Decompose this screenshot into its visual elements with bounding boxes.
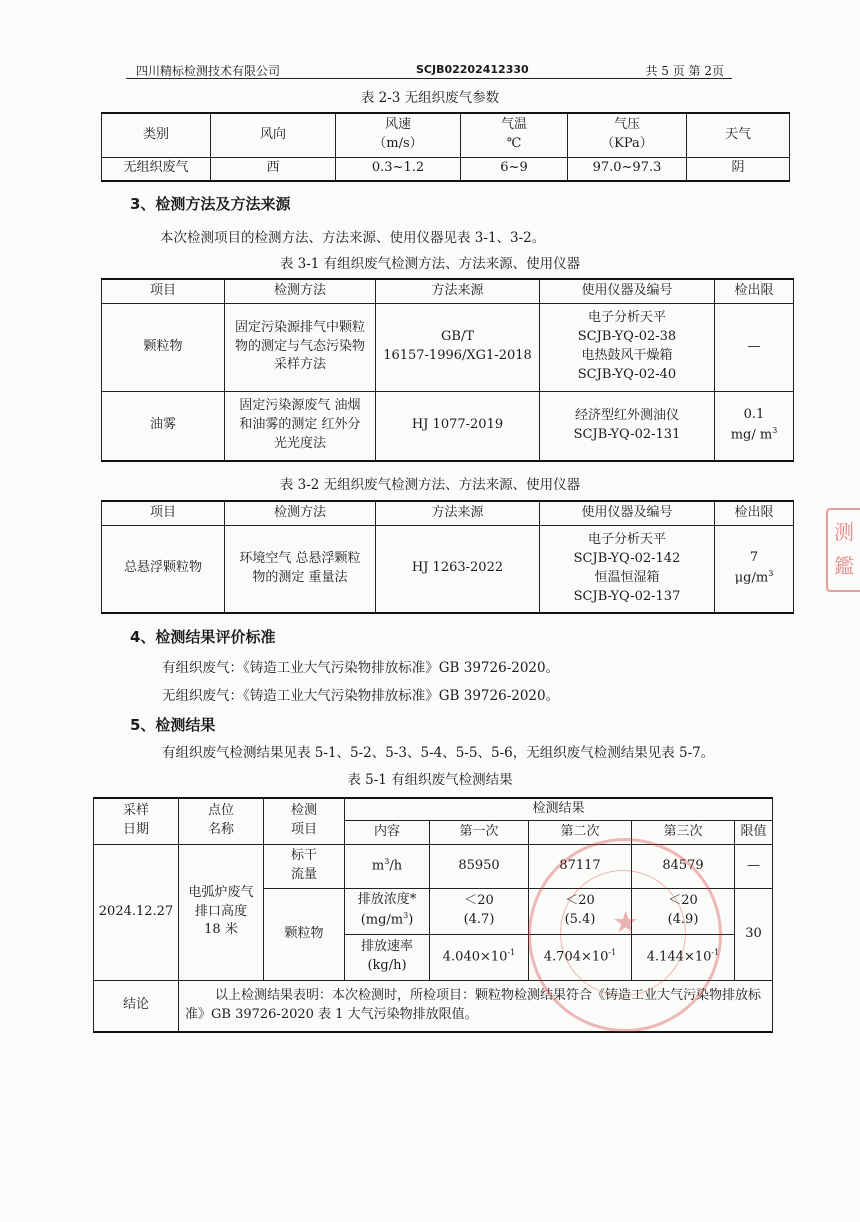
table-cell: 西 bbox=[211, 157, 336, 181]
table-cell: 排放速率 (kg/h) bbox=[345, 934, 430, 980]
source-line: 16157-1996/XG1-2018 bbox=[383, 348, 532, 363]
section-4-heading: 4、检测结果评价标准 bbox=[130, 628, 276, 646]
table-cell: ＜20 (5.4) bbox=[529, 888, 632, 934]
header-cell: 限值 bbox=[735, 820, 773, 844]
table-cell: 85950 bbox=[430, 844, 529, 888]
report-code: SCJB02202412330 bbox=[416, 63, 529, 76]
table-3-2-caption: 表 3-2 无组织废气检测方法、方法来源、使用仪器 bbox=[279, 477, 581, 493]
standard-line-unorganized: 无组织废气：《铸造工业大气污染物排放标准》GB 39726-2020。 bbox=[162, 688, 560, 704]
instrument-line: 电子分析天平 bbox=[587, 532, 666, 548]
table-3-1-caption: 表 3-1 有组织废气检测方法、方法来源、使用仪器 bbox=[279, 256, 581, 272]
header-cell: 第一次 bbox=[430, 820, 529, 844]
limit-unit: $\mu g/m^3$ bbox=[734, 569, 774, 586]
table-cell: HJ 1263-2022 bbox=[376, 525, 540, 613]
table-cell: $4.144\times 10^{-1}$ bbox=[632, 934, 735, 980]
table-cell: 电弧炉废气排口高度 18 米 bbox=[179, 844, 264, 980]
header-cell bbox=[461, 113, 568, 157]
limit-value: 7 bbox=[749, 550, 759, 566]
table-cell: 标干 流量 bbox=[264, 844, 345, 888]
table-cell: 2024.12.27 bbox=[94, 844, 179, 980]
table-cell: $m^3/h$ bbox=[345, 844, 430, 888]
table-cell: ＜20 (4.9) bbox=[632, 888, 735, 934]
instrument-line: 恒温恒湿箱 bbox=[594, 569, 660, 585]
header-rule bbox=[126, 78, 732, 79]
section-3-heading: 3、检测方法及方法来源 bbox=[130, 195, 291, 213]
header-cell: 第二次 bbox=[529, 820, 632, 844]
table-cell bbox=[715, 391, 794, 461]
table-cell: 排放浓度* $(mg/m^3)$ bbox=[345, 888, 430, 934]
seal-star: ★ bbox=[614, 908, 638, 938]
instrument-line: SCJB-YQ-02-38 bbox=[577, 329, 677, 345]
instrument-line: SCJB-YQ-02-40 bbox=[577, 366, 677, 382]
table-cell: 总悬浮颗粒物 bbox=[102, 525, 225, 613]
header-cell: 内容 bbox=[345, 820, 430, 844]
table-3-2 bbox=[101, 500, 794, 614]
table-cell: 6~9 bbox=[461, 157, 568, 181]
header-cell: 检测方法 bbox=[225, 501, 376, 525]
table-cell: — bbox=[735, 844, 773, 888]
header-cell: 项目 bbox=[102, 279, 225, 303]
standard-line-organized: 有组织废气：《铸造工业大气污染物排放标准》GB 39726-2020。 bbox=[162, 660, 560, 676]
table-cell: 颗粒物 bbox=[102, 303, 225, 391]
conclusion-text: 以上检测结果表明：本次检测时，所检项目：颗粒物检测结果符合《铸造工业大气污染物排放标准》GB 39726-2020 表 1 大气污染物排放限值。 bbox=[179, 980, 773, 1032]
table-cell: ＜20 (4.7) bbox=[430, 888, 529, 934]
conclusion-label: 结论 bbox=[94, 980, 179, 1032]
header-cell: 方法来源 bbox=[376, 279, 540, 303]
section-5-heading: 5、检测结果 bbox=[130, 716, 216, 734]
table-cell bbox=[715, 525, 794, 613]
company-name: 四川精标检测技术有限公司 bbox=[136, 64, 281, 78]
header-cell: 采样 日期 bbox=[94, 798, 179, 844]
table-cell bbox=[540, 525, 715, 613]
limit-value: 0.1 bbox=[743, 407, 765, 423]
header-cell bbox=[336, 113, 461, 157]
table-cell bbox=[540, 303, 715, 391]
header-cell: 点位 名称 bbox=[179, 798, 264, 844]
table-cell: 无组织废气 bbox=[102, 157, 211, 181]
table-cell: 固定污染源废气 油烟和油雾的测定 红外分光光度法 bbox=[225, 391, 376, 461]
table-cell: 固定污染源排气中颗粒物的测定与气态污染物采样方法 bbox=[225, 303, 376, 391]
table-cell: 油雾 bbox=[102, 391, 225, 461]
source-line: GB/T bbox=[441, 329, 474, 345]
table-cell: 0.3~1.2 bbox=[336, 157, 461, 181]
header-cell: 检测方法 bbox=[225, 279, 376, 303]
table-5-1-caption: 表 5-1 有组织废气检测结果 bbox=[347, 772, 513, 788]
table-2-3 bbox=[101, 112, 790, 182]
header-cell: 类别 bbox=[102, 113, 211, 157]
header-cell: 检出限 bbox=[715, 279, 794, 303]
instrument-line: SCJB-YQ-02-137 bbox=[573, 588, 681, 604]
header-line: （m/s） bbox=[373, 136, 423, 152]
header-line: 风速 bbox=[384, 117, 411, 133]
section-3-intro: 本次检测项目的检测方法、方法来源、使用仪器见表 3-1、3-2。 bbox=[160, 230, 546, 246]
table-cell: 87117 bbox=[529, 844, 632, 888]
header-cell: 使用仪器及编号 bbox=[540, 279, 715, 303]
table-2-3-caption: 表 2-3 无组织废气参数 bbox=[360, 90, 500, 106]
header-cell: 检测 项目 bbox=[264, 798, 345, 844]
table-cell: 颗粒物 bbox=[264, 888, 345, 980]
header-cell: 方法来源 bbox=[376, 501, 540, 525]
table-cell: $4.704\times 10^{-1}$ bbox=[529, 934, 632, 980]
header-cell: 检出限 bbox=[715, 501, 794, 525]
table-cell bbox=[540, 391, 715, 461]
table-cell: 84579 bbox=[632, 844, 735, 888]
table-cell: HJ 1077-2019 bbox=[376, 391, 540, 461]
instrument-line: 电热鼓风干燥箱 bbox=[581, 348, 673, 363]
section-5-intro: 有组织废气检测结果见表 5-1、5-2、5-3、5-4、5-5、5-6，无组织废气检测结果见表 5-7。 bbox=[162, 745, 715, 761]
table-cell: 环境空气 总悬浮颗粒物的测定 重量法 bbox=[225, 525, 376, 613]
header-cell: 天气 bbox=[687, 113, 790, 157]
instrument-line: SCJB-YQ-02-131 bbox=[573, 426, 681, 442]
header-line: （KPa） bbox=[601, 136, 653, 152]
table-cell: $4.040\times 10^{-1}$ bbox=[430, 934, 529, 980]
header-line: 气温 bbox=[500, 117, 527, 133]
limit-unit: mg/ $m^3$ bbox=[730, 426, 778, 443]
header-cell bbox=[568, 113, 687, 157]
table-3-1 bbox=[101, 278, 794, 462]
header-cell: 风向 bbox=[211, 113, 336, 157]
header-cell: 第三次 bbox=[632, 820, 735, 844]
header-line: 气压 bbox=[613, 117, 640, 133]
header-cell: 使用仪器及编号 bbox=[540, 501, 715, 525]
table-cell: 97.0~97.3 bbox=[568, 157, 687, 181]
edge-seal-stamp: 测 鑑 bbox=[826, 508, 860, 592]
table-cell: — bbox=[715, 303, 794, 391]
instrument-line: 电子分析天平 bbox=[587, 310, 666, 326]
header-cell: 检测结果 bbox=[345, 798, 773, 820]
table-cell: 30 bbox=[735, 888, 773, 980]
instrument-line: 经济型红外测油仪 bbox=[574, 407, 679, 423]
table-cell: 阴 bbox=[687, 157, 790, 181]
header-cell: 项目 bbox=[102, 501, 225, 525]
page-number: 共 5 页 第 2页 bbox=[645, 64, 724, 78]
header-line: ℃ bbox=[506, 136, 522, 152]
table-cell bbox=[376, 303, 540, 391]
instrument-line: SCJB-YQ-02-142 bbox=[573, 550, 681, 566]
